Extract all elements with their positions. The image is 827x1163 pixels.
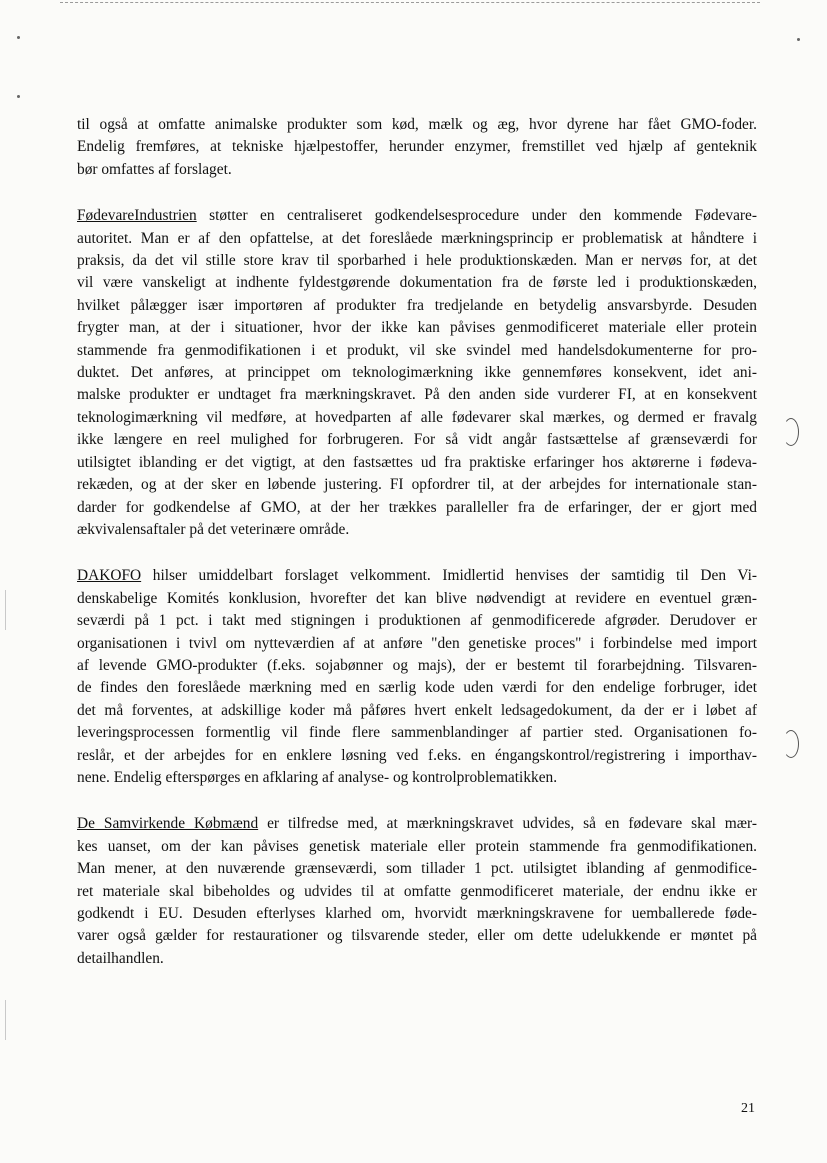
text-line: duktet. Det anføres, at princippet om teknologimærkning ikke gennemføres konsekvent, idet ani- (77, 364, 757, 382)
text-line: kes uanset, om der kan påvises genetisk materiale eller protein stammende fra genmodifikationen. (77, 837, 757, 855)
text-line: det må forventes, at adskillige koder må påføres hvert enkelt ledsagedokument, da der er i løbet af (77, 701, 757, 719)
scan-margin-mark (5, 590, 6, 630)
text-line: detailhandlen. (77, 949, 164, 967)
text-line: autoritet. Man er af den opfattelse, at det foreslåede mærkningsprincip er problematisk at håndtere i (77, 229, 757, 247)
text-line: af levende GMO-produkter (f.eks. sojabønner og majs), der er bestemt til forarbejdning. Tilsvaren- (77, 656, 757, 674)
document-page (77, 114, 757, 994)
text-line: frygter man, at der i situationer, hvor der ikke kan påvises genmodificeret materiale eller protein (77, 319, 757, 337)
text-line: seværdi på 1 pct. i takt med stigningen i produktionen af genmodificerede afgrøder. Derudover er (77, 612, 757, 630)
text-line: denskabelige Komités konklusion, hvorefter det kan blive nødvendigt at revidere en eventuel græn- (77, 589, 757, 607)
text-line: varer også gælder for restaurationer og tilsvarende steder, eller om dette udelukkende er møntet på (77, 927, 757, 945)
paragraph-dakofo (77, 565, 757, 789)
punch-hole-mark (783, 730, 799, 758)
text-line: vil være vanskeligt at indhente fyldestgørende dokumentation fra de første led i produktionskæden, (77, 274, 757, 292)
text-line: reslår, et der arbejdes for en enklere løsning ved f.eks. en éngangskontrol/registrering i importhav- (77, 746, 757, 764)
paragraph-de-samvirkende-koebmaend (77, 813, 757, 970)
text-line: malske produkter er undtaget fra mærkningskravet. På den anden side vurderer FI, at en konsekvent (77, 386, 757, 404)
scan-margin-mark (5, 1000, 6, 1040)
text-line: Endelig fremføres, at tekniske hjælpestoffer, herunder enzymer, fremstillet ved hjælp af genteknik (77, 138, 757, 156)
text-line: ret materiale skal bibeholdes og udvides til at omfatte genmodificeret materiale, der endnu ikke er (77, 882, 757, 900)
text-line: praksis, da det vil stille store krav til sporbarhed i hele produktionskæden. Man er nervøs for, at det (77, 252, 757, 270)
page-number: 21 (741, 1101, 755, 1116)
text-line: hvilket pålægger især importøren af produkter fra tredjelande en betydelig ansvarsbyrde. Desuden (77, 296, 757, 314)
text-line: nene. Endelig efterspørges en afklaring af analyse- og kontrolproblematikken. (77, 768, 558, 786)
text-line: bør omfattes af forslaget. (77, 160, 232, 178)
text-line: Man mener, at den nuværende grænseværdi, som tillader 1 pct. utilsigtet iblanding af genmodifice- (77, 860, 757, 878)
text-line: organisationen i tvivl om nytteværdien af at anføre "den genetiske proces" i forbindelse med import (77, 634, 757, 652)
text-line: teknologimærkning vil medføre, at hovedparten af alle fødevarer skal mærkes, og dermed er fravalg (77, 408, 757, 426)
text-line: rekæden, og at der sker en løbende justering. FI opfordrer til, at der arbejdes for internationale stan- (77, 476, 757, 494)
text-line: til også at omfatte animalske produkter som kød, mælk og æg, hvor dyrene har fået GMO-foder. (77, 116, 757, 133)
paragraph-foedevareindustrien (77, 205, 757, 541)
organisation-name: DAKOFO (77, 567, 142, 585)
scan-top-edge (60, 2, 760, 3)
scan-speck (17, 36, 20, 39)
text-line: ækvivalensaftaler på det veterinære område. (77, 520, 350, 538)
organisation-name: De Samvirkende Købmænd (77, 815, 259, 833)
paragraph-gmo-feed (77, 114, 757, 181)
text-line: ikke længere en reel mulighed for forbrugeren. For så vidt angår fastsættelse af grænseværdi for (77, 431, 757, 449)
text-line: DAKOFO hilser umiddelbart forslaget velkomment. Imidlertid henvises der samtidig til Den Vi- (77, 567, 757, 585)
scan-speck (797, 38, 800, 41)
organisation-name: FødevareIndustrien (77, 207, 197, 225)
text-line: FødevareIndustrien støtter en centraliseret godkendelsesprocedure under den kommende Fødevare- (77, 207, 757, 225)
punch-hole-mark (783, 418, 799, 446)
text-line: De Samvirkende Købmænd er tilfredse med, at mærkningskravet udvides, så en fødevare skal mær- (77, 815, 757, 833)
scan-speck (17, 95, 20, 98)
text-line: godkendt i EU. Desuden efterlyses klarhed om, hvorvidt mærkningskravene for uemballerede føde- (77, 905, 757, 922)
text-line: stammende fra genmodifikationen i et produkt, vil ske svindel med handelsdokumenterne for pro- (77, 341, 757, 359)
text-line: darder for godkendelse af GMO, at der her trækkes paralleller fra de erfaringer, der er gjort med (77, 498, 757, 516)
text-line: utilsigtet iblanding er det vigtigt, at den fastsættes ud fra praktiske erfaringer hos aktørerne i fødeva- (77, 453, 757, 471)
text-line: leveringsprocessen formentlig vil finde flere sammenblandinger af partier sted. Organisationen fo- (77, 724, 757, 742)
text-line: de findes den foreslåede mærkning med en særlig kode uden værdi for den endelige forbruger, idet (77, 679, 757, 697)
